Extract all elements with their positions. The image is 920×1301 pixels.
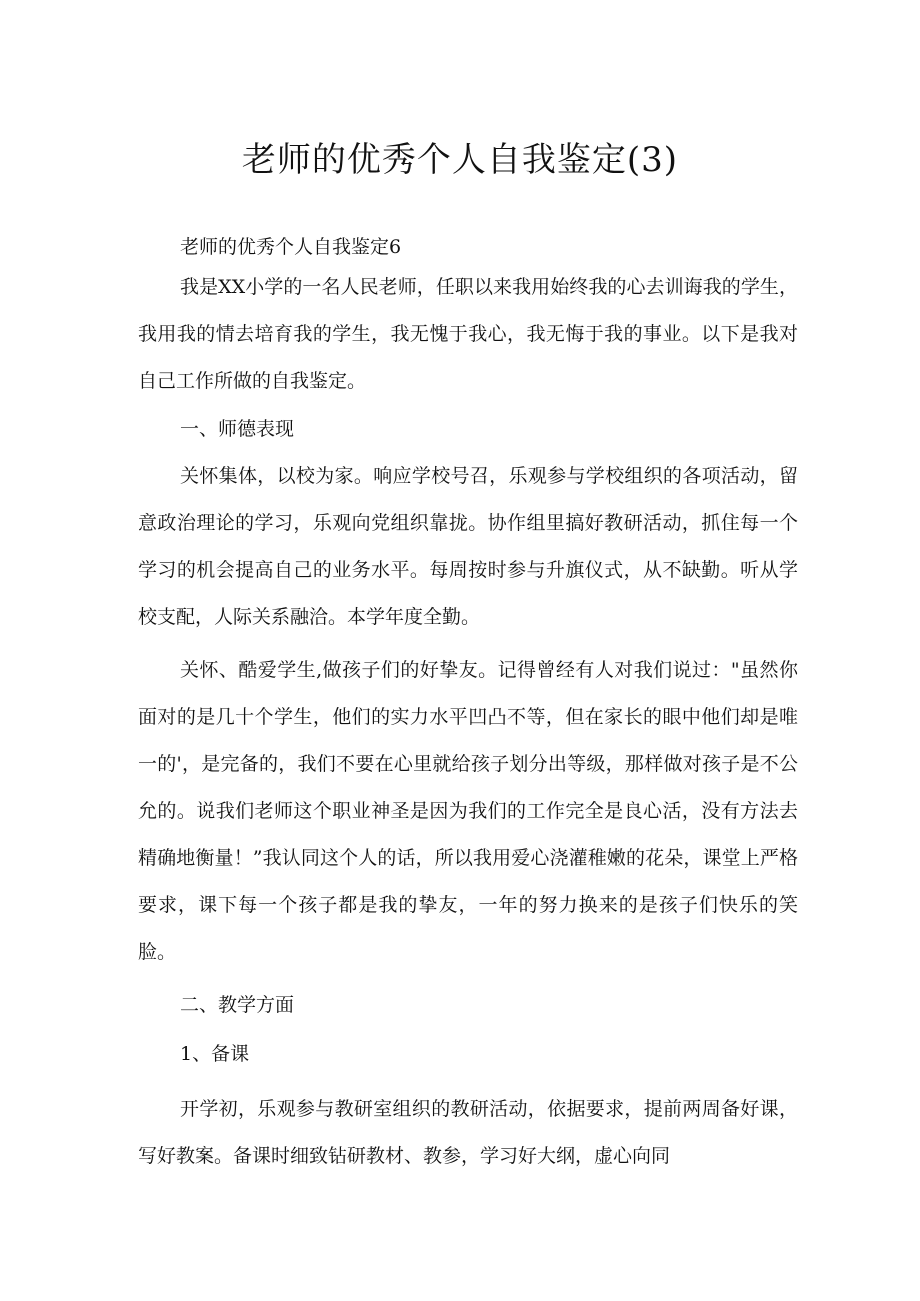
students-paragraph: 关怀、酷爱学生,做孩子们的好挚友。记得曾经有人对我们说过："虽然你面对的是几十个学生，他们的实力水平凹凸不等，但在家长的眼中他们却是唯一的'，是完备的，我们不要在心里就给孩子划分出等级，那样做对孩子是不公允的。说我们老师这个职业神圣是因为我们的工作完全是良心活，没有方法去精确地衡量！”我认同这个人的话，所以我用爱心浇灌稚嫩的花朵，课堂上严格要求，课下每一个孩子都是我的挚友，一年的努力换来的是孩子们快乐的笑脸。 — [138, 659, 798, 963]
lesson-prep-paragraph: 开学初，乐观参与教研室组织的教研活动，依据要求，提前两周备好课，写好教案。备课时细致钻研教材、教参，学习好大纲，虚心向同 — [138, 1098, 798, 1167]
section-heading-teaching: 二、教学方面 — [180, 994, 295, 1016]
section-heading-ethics: 一、师德表现 — [180, 418, 295, 440]
document-title: 老师的优秀个人自我鉴定(3) — [241, 140, 679, 180]
ethics-paragraph: 关怀集体，以校为家。响应学校号召，乐观参与学校组织的各项活动，留意政治理论的学习，乐观向党组织靠拢。协作组里搞好教研活动，抓住每一个学习的机会提高自己的业务水平。每周按时参与升旗仪式，从不缺勤。听从学校支配，人际关系融洽。本学年度全勤。 — [138, 465, 798, 628]
intro-paragraph: 我是XX小学的一名人民老师，任职以来我用始终我的心去训诲我的学生，我用我的情去培育我的学生，我无愧于我心，我无悔于我的事业。以下是我对自己工作所做的自我鉴定。 — [138, 276, 798, 392]
subsection-heading-lesson-prep: 1、备课 — [180, 1043, 250, 1065]
subtitle-paragraph: 老师的优秀个人自我鉴定6 — [180, 236, 402, 258]
